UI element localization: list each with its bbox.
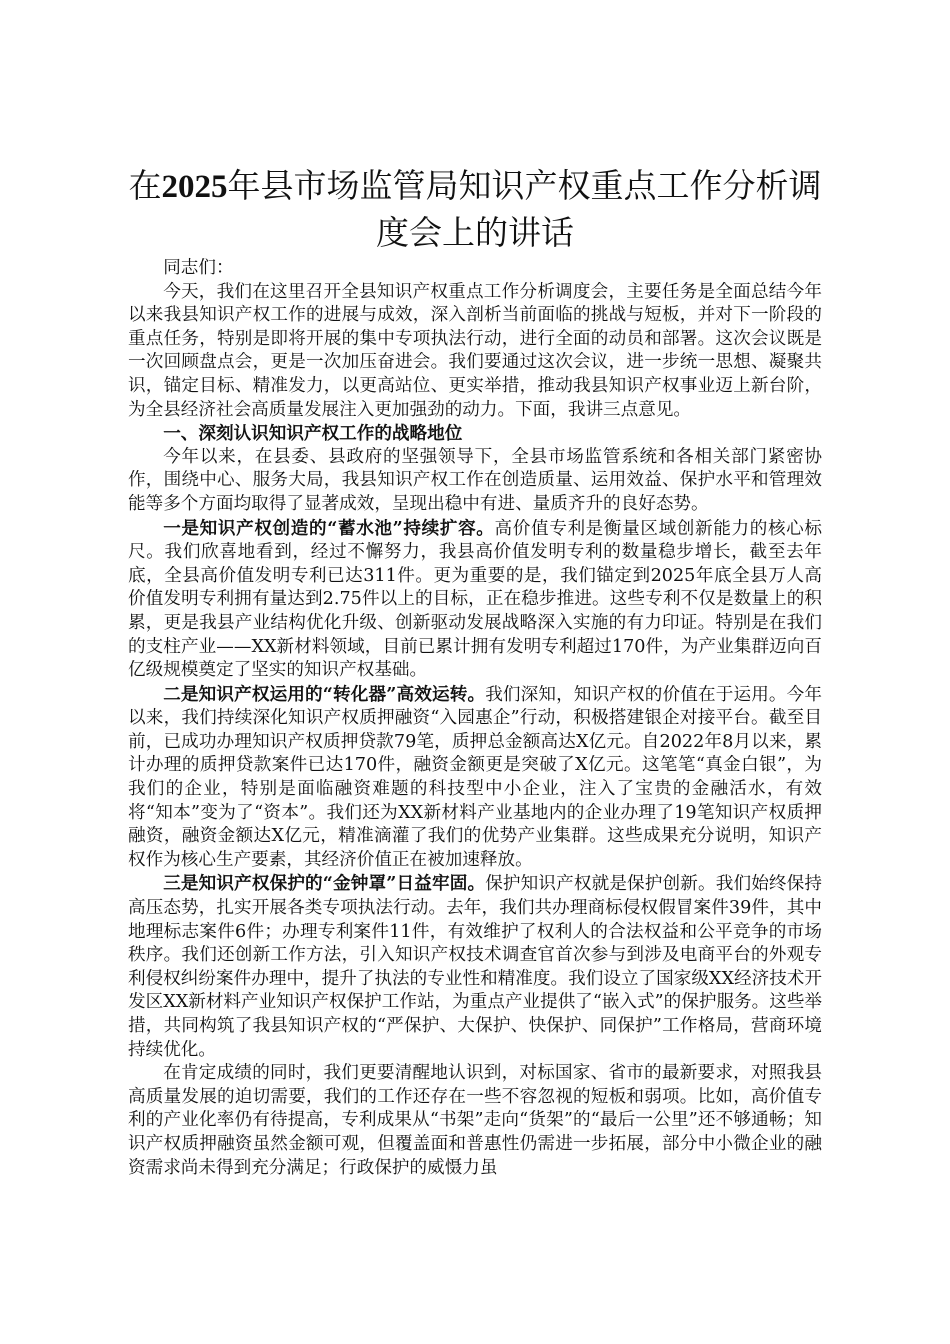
closing-paragraph: 在肯定成绩的同时，我们更要清醒地认识到，对标国家、省市的最新要求，对照我县高质量发展的迫切需要，我们的工作还存在一些不容忽视的短板和弱项。比如，高价值专利的产业化率仍有待提高，专利成果从“书架”走向“货架”的“最后一公里”还不够通畅；知识产权质押融资虽然金额可观，但覆盖面和普惠性仍需进一步拓展，部分中小微企业的融资需求尚未得到充分满足；行政保护的威慑力虽 — [128, 1063, 822, 1178]
point-paragraph-2 — [128, 683, 822, 873]
point-body-2: 我们深知，知识产权的价值在于运用。今年以来，我们持续深化知识产权质押融资“入园惠企”行动，积极搭建银企对接平台。截至目前，已成功办理知识产权质押贷款79笔，质押总金额高达X亿元。自2022年8月以来，累计办理的质押贷款案件已达170件，融资金额更是突破了X亿元。这笔笔“真金白银”，为我们的企业，特别是面临融资难题的科技型中小企业，注入了宝贵的金融活水，有效将“知本”变为了“资本”。我们还为XX新材料产业基地内的企业办理了19笔知识产权质押融资，融资金额达X亿元，精准滴灌了我们的优势产业集群。这些成果充分说明，知识产权作为核心生产要素，其经济价值正在被加速释放。 — [128, 684, 822, 870]
point-lead-1: 一是知识产权创造的“蓄水池”持续扩容。 — [163, 517, 495, 539]
point-paragraph-3 — [128, 872, 822, 1062]
section-heading-1: 一、深刻认识知识产权工作的战略地位 — [163, 423, 463, 445]
document-title — [128, 163, 822, 255]
point-lead-3: 三是知识产权保护的“金钟罩”日益牢固。 — [163, 873, 486, 895]
point-body-3: 保护知识产权就是保护创新。我们始终保持高压态势，扎实开展各类专项执法行动。去年，我们共办理商标侵权假冒案件39件，其中地理标志案件6件；办理专利案件11件，有效维护了权利人的合法权益和公平竞争的市场秩序。我们还创新工作方法，引入知识产权技术调查官首次参与到涉及电商平台的外观专利侵权纠纷案件办理中，提升了执法的专业性和精准度。我们设立了国家级XX经济技术开发区XX新材料产业知识产权保护工作站，为重点产业提供了“嵌入式”的保护服务。这些举措，共同构筑了我县知识产权的“严保护、大保护、快保护、同保护”工作格局，营商环境持续优化。 — [128, 874, 823, 1060]
section1-paragraph: 今年以来，在县委、县政府的坚强领导下，全县市场监管系统和各相关部门紧密协作，围绕中心、服务大局，我县知识产权工作在创造质量、运用效益、保护水平和管理效能等多个方面均取得了显著成效，呈现出稳中有进、量质齐升的良好态势。 — [128, 446, 822, 514]
title-suffix: 年县市场监管局知识产权重点工作分析调度会上的讲话 — [227, 166, 822, 252]
salutation: 同志们： — [163, 258, 234, 278]
title-prefix: 在 — [128, 166, 162, 205]
title-year: 2025 — [161, 169, 228, 205]
point-lead-2: 二是知识产权运用的“转化器”高效运转。 — [163, 683, 486, 705]
document-body — [128, 163, 822, 1180]
intro-paragraph: 今天，我们在这里召开全县知识产权重点工作分析调度会，主要任务是全面总结今年以来我县知识产权工作的进展与成效，深入剖析当前面临的挑战与短板，并对下一阶段的重点任务，特别是即将开展的集中专项执法行动，进行全面的动员和部署。这次会议既是一次回顾盘点会，更是一次加压奋进会。我们要通过这次会议，进一步统一思想、凝聚共识，锚定目标、精准发力，以更高站位、更实举措，推动我县知识产权事业迈上新台阶，为全县经济社会高质量发展注入更加强劲的动力。下面，我讲三点意见。 — [128, 281, 822, 420]
point-body-1: 高价值专利是衡量区域创新能力的核心标尺。我们欣喜地看到，经过不懈努力，我县高价值发明专利的数量稳步增长，截至去年底，全县高价值发明专利已达311件。更为重要的是，我们锚定到2025年底全县万人高价值发明专利拥有量达到2.75件以上的目标，正在稳步推进。这些专利不仅是数量上的积累，更是我县产业结构优化升级、创新驱动发展战略深入实施的有力印证。特别是在我们的支柱产业——XX新材料领域，目前已累计拥有发明专利超过170件，为产业集群迈向百亿级规模奠定了坚实的知识产权基础。 — [128, 518, 822, 681]
point-paragraph-1 — [128, 517, 822, 683]
